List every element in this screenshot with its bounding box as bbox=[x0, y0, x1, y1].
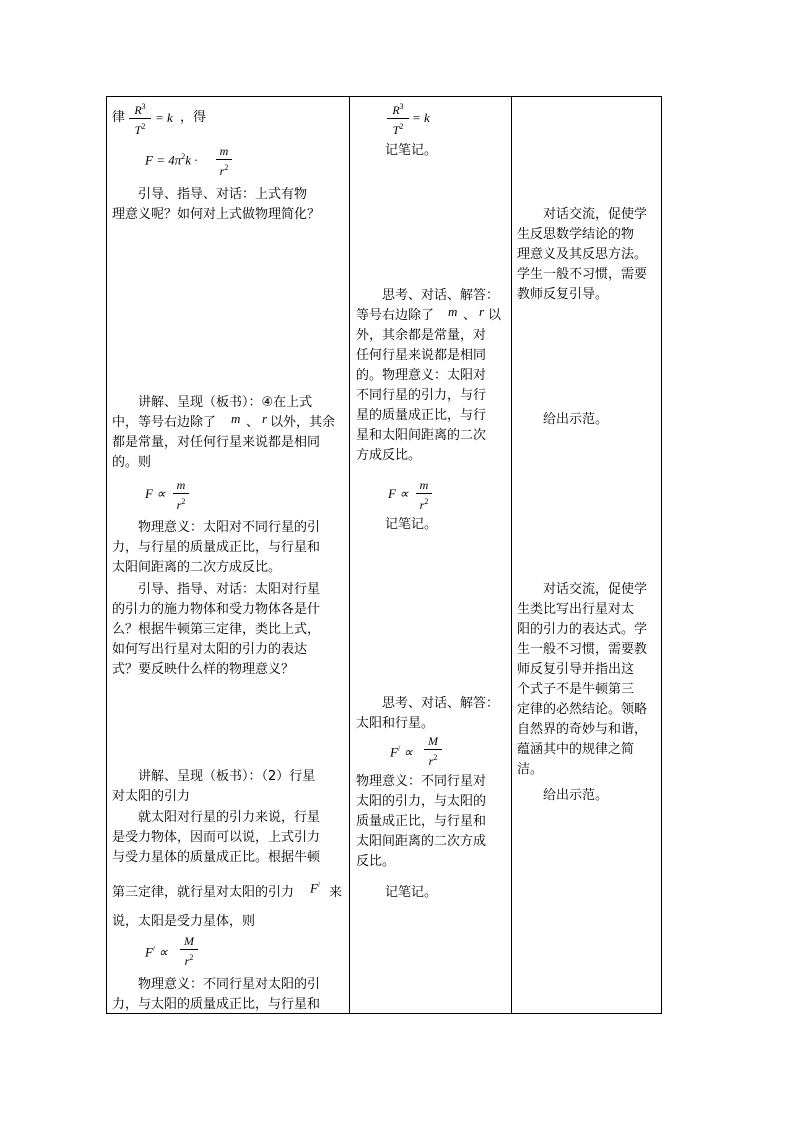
col2-p1-line1: 思考、对话、解答： bbox=[356, 288, 500, 303]
col3-p1-line1: 对话交流，促使学 bbox=[517, 207, 648, 222]
col1-p4-line5: 式？要反映什么样的物理意义？ bbox=[112, 662, 295, 677]
col3-p3-line3: 阳的引力的表达式。学 bbox=[517, 622, 648, 637]
col2-prop-lhs: F ∝ bbox=[388, 486, 409, 501]
col1-prop-num: m bbox=[176, 478, 186, 492]
col2-p1-line6: 不同行星的引力，与行 bbox=[356, 388, 487, 403]
col2-prop2-lhs: F/ ∝ bbox=[390, 744, 413, 760]
col1-kepler-num: R bbox=[134, 103, 142, 117]
col3-p3-line5: 师反复引导并指出这 bbox=[517, 662, 635, 677]
col2-p1-line9: 方成反比。 bbox=[356, 448, 422, 463]
col2-p3-line4: 太阳间距离的二次方成 bbox=[356, 834, 487, 849]
col3-p1-line5: 教师反复引导。 bbox=[517, 287, 609, 302]
col2-prop2-num: M bbox=[428, 734, 438, 748]
col1-kepler-rhs: = k bbox=[155, 110, 173, 125]
col3-p1-line2: 生反思数学结论的物 bbox=[517, 227, 635, 242]
col1-formula-mid: k · bbox=[185, 152, 198, 168]
col3-p4: 给出示范。 bbox=[517, 788, 609, 803]
col1-p6b-line2: 说，太阳是受力星体，则 bbox=[112, 914, 256, 929]
col2-prop-den: r bbox=[419, 498, 425, 512]
col1-p2-line3: 都是常量，对任何行星来说都是相同 bbox=[112, 435, 321, 450]
col2-p1-line2b: 以 bbox=[488, 308, 502, 323]
col2-p3-line1: 物理意义：不同行星对 bbox=[356, 774, 487, 789]
column-divider-2 bbox=[511, 97, 512, 1013]
col1-p6b-line1b: 来 bbox=[329, 885, 343, 900]
col3-p3-line10: 洁。 bbox=[517, 762, 544, 777]
col2-p3-line3: 质量成正比，与行星和 bbox=[356, 814, 487, 829]
col1-prop2-den: r bbox=[184, 954, 190, 968]
col1-prop-den: r bbox=[176, 498, 182, 512]
col2-prop-num: m bbox=[419, 478, 429, 492]
col2-p1-line7: 星的质量成正比，与行 bbox=[356, 408, 487, 423]
col1-p2-line2b: 以外，其余 bbox=[270, 415, 336, 430]
col3-p3-line9: 蕴涵其中的规律之简 bbox=[517, 742, 635, 757]
col3-p1-line4: 学生一般不习惯，需要 bbox=[517, 267, 648, 282]
col1-formula-num: m bbox=[219, 144, 229, 158]
col1-p2-r: r bbox=[262, 411, 268, 426]
col1-p7-line2: 力，与太阳的质量成正比，与行星和 bbox=[112, 997, 321, 1012]
col2-p1-line5: 的。物理意义：太阳对 bbox=[356, 368, 487, 383]
col1-p4-line1: 引导、指导、对话：太阳对行星 bbox=[112, 582, 321, 597]
col2-kepler-fraction: $R^3$ $T^2$ bbox=[387, 100, 409, 137]
col1-formula-den: r bbox=[219, 164, 225, 178]
col2-kepler-den: T bbox=[392, 123, 400, 137]
col3-p3-line1: 对话交流，促使学 bbox=[517, 582, 648, 597]
col1-prop2-lhs: F/ ∝ bbox=[145, 944, 168, 960]
column-divider-1 bbox=[349, 97, 350, 1013]
col3-p2: 给出示范。 bbox=[517, 412, 609, 427]
col1-formula-lhs: $F = 4\pi^2k$ · bbox=[145, 152, 198, 168]
col1-line-prefix: 律 bbox=[112, 110, 126, 125]
col1-p4-line4: 如何写出行星对太阳的引力的表达 bbox=[112, 642, 308, 657]
col2-note1: 记笔记。 bbox=[385, 143, 438, 158]
col1-p5-line1: 讲解、呈现（板书）：（2）行星 bbox=[112, 769, 316, 784]
col1-p5-line2: 对太阳的引力 bbox=[112, 789, 191, 804]
col2-prop2-fraction: M $r^2$ bbox=[424, 734, 442, 768]
col1-p6b-f: F/ bbox=[310, 880, 321, 896]
col1-p4-line2: 的引力的施力物体和受力物体各是什 bbox=[112, 602, 321, 617]
col1-p3-line3: 太阳间距离的二次方成反比。 bbox=[112, 560, 282, 575]
col1-line-suffix: ，得 bbox=[180, 110, 207, 125]
col2-prop2-den: r bbox=[428, 754, 434, 768]
col1-p6-line3: 与受力星体的质量成正比。根据牛顿 bbox=[112, 850, 321, 865]
col3-p3-line8: 自然界的奇妙与和谐， bbox=[517, 722, 648, 737]
col3-p3-line7: 定律的必然结论。领略 bbox=[517, 702, 648, 717]
col1-formula-lhs-text: F = 4π bbox=[145, 152, 182, 168]
col3-p3-line2: 生类比写出行星对太 bbox=[517, 602, 635, 617]
col1-kepler-fraction: $R^3$ $T^2$ bbox=[129, 100, 151, 137]
col1-p1-line1: 引导、指导、对话：上式有物 bbox=[112, 187, 308, 202]
col3-p3-line4: 生一般不习惯，需要教 bbox=[517, 642, 648, 657]
col2-p1-line4: 任何行星来说都是相同 bbox=[356, 348, 487, 363]
col1-p3-line2: 力，与行星的质量成正比，与行星和 bbox=[112, 540, 321, 555]
col1-prop-lhs: F ∝ bbox=[145, 486, 166, 501]
col2-p1-m: m bbox=[448, 304, 458, 319]
col1-p2-line4: 的。则 bbox=[112, 455, 152, 470]
col3-p1-line3: 理意义及其反思方法。 bbox=[517, 247, 648, 262]
col2-p3-line2: 太阳的引力，与太阳的 bbox=[356, 794, 487, 809]
col1-p6b-line1a: 第三定律，就行星对太阳的引力 bbox=[112, 885, 295, 900]
col2-kepler-num: R bbox=[392, 103, 400, 117]
col1-prop2-fraction: M $r^2$ bbox=[180, 934, 198, 968]
col2-prop2-lhs-text: F bbox=[390, 744, 398, 760]
col1-prop2-lhs-text: F bbox=[145, 944, 153, 960]
col1-p2-line1: 讲解、呈现（板书）：④在上式 bbox=[112, 395, 313, 410]
col2-p3-line5: 反比。 bbox=[356, 854, 396, 869]
col2-p1-line8: 星和太阳间距离的二次 bbox=[356, 428, 487, 443]
col1-p2-m: m bbox=[231, 411, 241, 426]
col1-p1-line2: 理意义呢？如何对上式做物理简化？ bbox=[112, 207, 321, 222]
col2-prop-fraction: m $r^2$ bbox=[416, 478, 432, 512]
col1-formula-fraction: m $r^2$ bbox=[216, 144, 232, 178]
col1-p2-sep: 、 bbox=[246, 415, 260, 430]
col2-p1-sep: 、 bbox=[463, 308, 477, 323]
col1-p6b-f-text: F bbox=[310, 880, 318, 896]
col2-p2-line2: 太阳和行星。 bbox=[356, 716, 435, 731]
col1-p6-line2: 是受力物体，因而可以说，上式引力 bbox=[112, 830, 321, 845]
col3-p3-line6: 个式子不是牛顿第三 bbox=[517, 682, 635, 697]
col1-prop-fraction: m $r^2$ bbox=[173, 478, 189, 512]
col1-p6-line1: 就太阳对行星的引力来说，行星 bbox=[112, 810, 321, 825]
col2-note2: 记笔记。 bbox=[385, 517, 438, 532]
col1-prop2-num: M bbox=[184, 934, 194, 948]
col1-kepler-den: T bbox=[134, 123, 142, 137]
col1-p2-line2a: 中，等号右边除了 bbox=[112, 415, 217, 430]
col1-p4-line3: 么？根据牛顿第三定律，类比上式， bbox=[112, 622, 321, 637]
col2-kepler-rhs: = k bbox=[412, 110, 430, 125]
col2-p2-line1: 思考、对话、解答： bbox=[356, 696, 500, 711]
col2-note3: 记笔记。 bbox=[385, 885, 438, 900]
col1-p7-line1: 物理意义：不同行星对太阳的引 bbox=[112, 977, 321, 992]
col2-p1-r: r bbox=[479, 304, 485, 319]
col1-p3-line1: 物理意义：太阳对不同行星的引 bbox=[112, 520, 321, 535]
col2-p1-line3: 外，其余都是常量，对 bbox=[356, 328, 487, 343]
col2-p1-line2a: 等号右边除了 bbox=[356, 308, 435, 323]
